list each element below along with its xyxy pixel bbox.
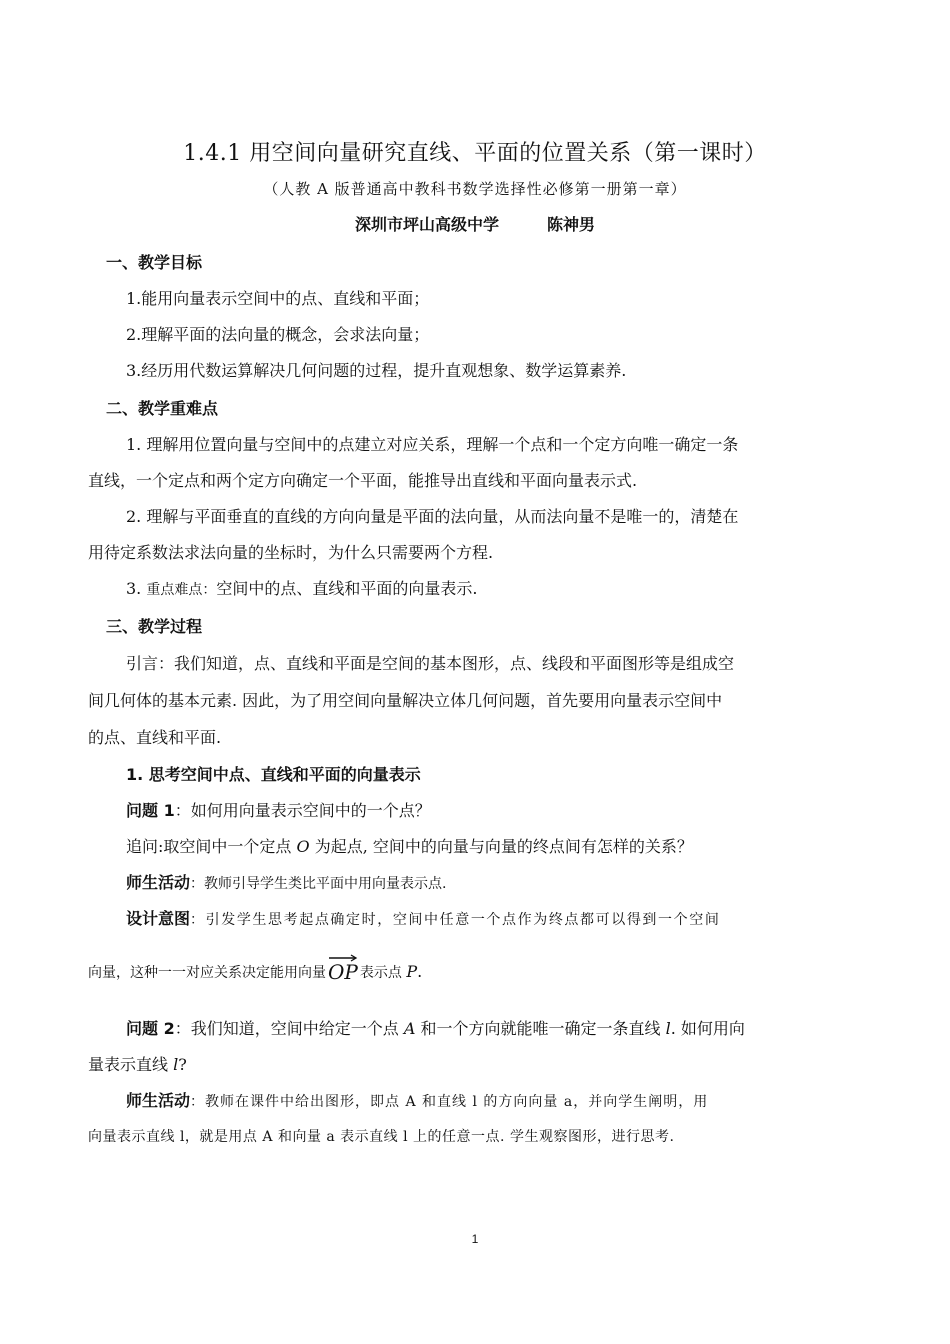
activity-2-line2: 向量表示直线 l，就是用点 A 和向量 a 表示直线 l 上的任意一点. 学生观察图形，进行思考. — [88, 1129, 675, 1145]
intro-line: 的点、直线和平面. — [88, 728, 222, 747]
design-text: 向量，这种一一对应关系决定能用向量 — [88, 965, 326, 981]
section-heading-keypoints: 二、教学重难点 — [106, 399, 219, 418]
activity-label: 师生活动 — [126, 1091, 191, 1110]
keypoint-text: 空间中的点、直线和平面的向量表示. — [216, 579, 478, 598]
question-1 — [126, 798, 431, 821]
intro-line: 引言：我们知道，点、直线和平面是空间的基本图形，点、线段和平面图形等是组成空 — [126, 654, 735, 673]
author-name: 陈神男 — [547, 215, 596, 234]
activity-text: ：教师引导学生类比平面中用向量表示点. — [190, 876, 447, 892]
line-l: l — [173, 1055, 179, 1074]
intro-line: 间几何体的基本元素. 因此，为了用空间向量解决立体几何问题，首先要用向量表示空间中 — [88, 691, 723, 710]
page-number: 1 — [471, 1232, 479, 1246]
question-2-line2 — [88, 1052, 187, 1075]
keypoint-paragraph-line: 直线，一个定点和两个定方向确定一个平面，能推导出直线和平面向量表示式. — [88, 471, 638, 490]
follow-up-text: 为起点, 空间中的向量与向量的终点间有怎样的关系？ — [309, 837, 693, 856]
follow-up-question — [126, 834, 693, 857]
design-intent — [126, 906, 720, 929]
keypoint-paragraph-line: 1. 理解用位置向量与空间中的点建立对应关系，理解一个点和一个定方向唯一确定一条 — [126, 435, 739, 454]
question-label: 问题 1 — [126, 801, 175, 820]
vector-label: OP — [328, 960, 358, 984]
section-heading-goals: 一、教学目标 — [106, 253, 203, 272]
page-title: 1.4.1 用空间向量研究直线、平面的位置关系（第一课时） — [183, 141, 767, 166]
goal-item: 3.经历用代数运算解决几何问题的过程，提升直观想象、数学运算素养. — [126, 361, 627, 380]
keypoint-paragraph-line: 2. 理解与平面垂直的直线的方向向量是平面的法向量，从而法向量不是唯一的，清楚在 — [126, 507, 739, 526]
keypoint-number: 3. — [126, 579, 147, 598]
question-text: ：如何用向量表示空间中的一个点？ — [174, 801, 431, 820]
author-line — [0, 212, 950, 235]
design-intent-line2 — [88, 960, 422, 984]
design-text: . — [417, 962, 423, 981]
vector-op — [328, 960, 358, 984]
design-text: ：引发学生思考起点确定时，空间中任意一个点作为终点都可以得到一个空间 — [190, 912, 721, 928]
point-o: O — [296, 837, 310, 856]
point-p: P — [406, 962, 418, 981]
activity-label: 师生活动 — [126, 873, 191, 892]
line-l: l — [665, 1019, 671, 1038]
vector-arrow-icon — [328, 954, 358, 962]
question-text: ：我们知道，空间中给定一个点 — [174, 1019, 404, 1038]
design-text: 表示点 — [359, 965, 407, 981]
activity-1 — [126, 870, 446, 893]
goal-item: 1.能用向量表示空间中的点、直线和平面； — [126, 289, 430, 308]
question-2 — [126, 1016, 745, 1039]
question-text: 量表示直线 — [88, 1055, 174, 1074]
follow-up-text: 追问:取空间中一个定点 — [126, 837, 297, 856]
section-heading-process: 三、教学过程 — [106, 617, 203, 636]
subsection-heading: 1. 思考空间中点、直线和平面的向量表示 — [126, 765, 421, 784]
point-a: A — [403, 1019, 416, 1038]
school-name: 深圳市坪山高级中学 — [354, 215, 499, 234]
keypoint-label: 重点难点： — [146, 582, 217, 598]
activity-text: ：教师在课件中给出图形，即点 A 和直线 l 的方向向量 a，并向学生阐明，用 — [190, 1094, 709, 1110]
goal-item: 2.理解平面的法向量的概念，会求法向量； — [126, 325, 430, 344]
keypoint-paragraph-line — [126, 576, 477, 599]
question-text: ? — [178, 1055, 187, 1074]
activity-2 — [126, 1088, 708, 1111]
question-text: 和一个方向就能唯一确定一条直线 — [415, 1019, 666, 1038]
keypoint-paragraph-line: 用待定系数法求法向量的坐标时，为什么只需要两个方程. — [88, 543, 494, 562]
design-label: 设计意图 — [126, 909, 191, 928]
question-text: . 如何用向 — [670, 1019, 745, 1038]
page-subtitle: （人教 A 版普通高中教科书数学选择性必修第一册第一章） — [263, 180, 687, 198]
question-label: 问题 2 — [126, 1019, 175, 1038]
